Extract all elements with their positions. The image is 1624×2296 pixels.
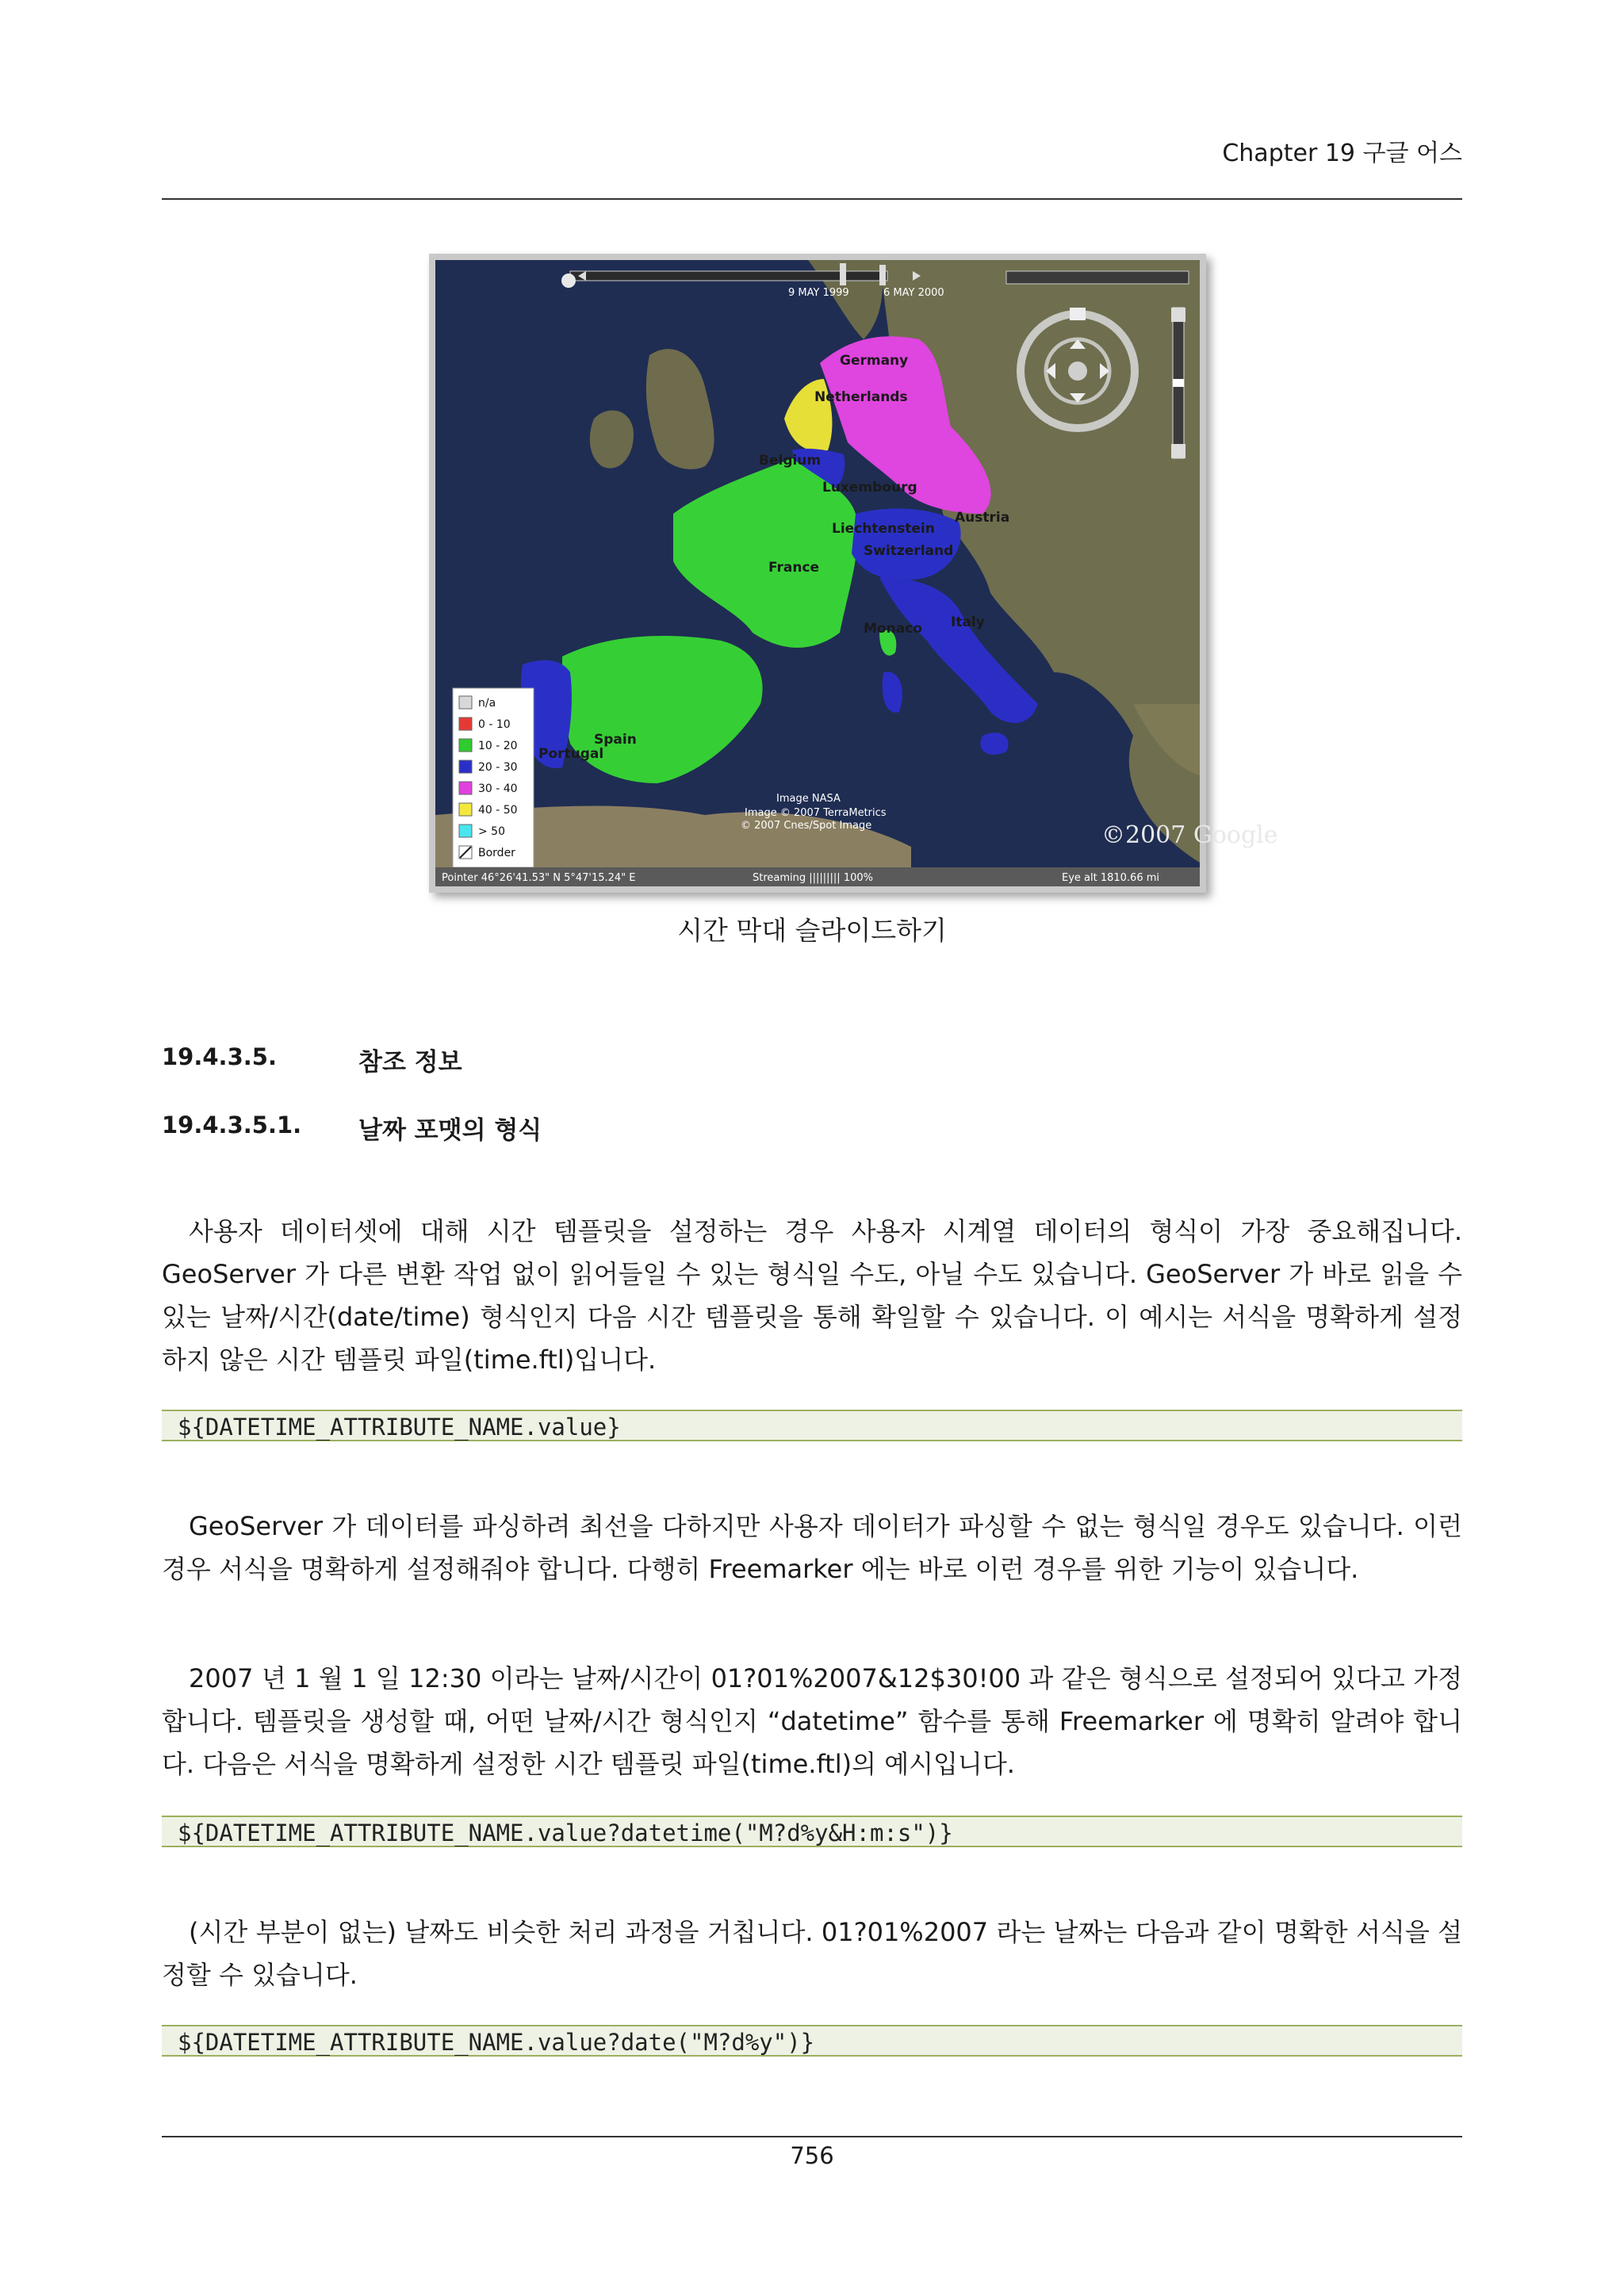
legend-label: > 50: [478, 825, 505, 838]
paragraph-1: [162, 1210, 1462, 1381]
label-portugal: Portugal: [538, 746, 604, 762]
legend-label: 0 - 10: [478, 718, 511, 731]
label-germany: Germany: [840, 353, 909, 369]
label-liechtenstein: Liechtenstein: [832, 521, 935, 537]
label-monaco: Monaco: [864, 621, 922, 637]
legend-label: 10 - 20: [478, 740, 518, 752]
paragraph-3-text: 2007 년 1 월 1 일 12:30 이라는 날짜/시간이 01?01%2007&12$30!00 과 같은 형식으로 설정되어 있다고 가정합니다. 템플릿을 생성할 때, 어떤 날짜/시간 형식인지 “datetime” 함수를 통해 Freemarker 에 명확히 알려야 합니다. 다음은 서식을 명확하게 설정한 시간 템플릿 파일(time.ftl)의 예시입니다.: [162, 1663, 1462, 1779]
paragraph-2-text: GeoServer 가 데이터를 파싱하려 최선을 다하지만 사용자 데이터가 파싱할 수 없는 형식일 경우도 있습니다. 이런 경우 서식을 명확하게 설정해줘야 합니다. 다행히 Freemarker 에는 바로 이런 경우를 위한 기능이 있습니다.: [162, 1511, 1462, 1584]
paragraph-4: [162, 1911, 1462, 1996]
paragraph-1-text: 사용자 데이터셋에 대해 시간 템플릿을 설정하는 경우 사용자 시계열 데이터의 형식이 가장 중요해집니다. GeoServer 가 다른 변환 작업 없이 읽어들일 수 있는 형식일 수도, 아닐 수도 있습니다. GeoServer 가 바로 읽을 수 있는 날짜/시간(date/time) 형식인지 다음 시간 템플릿을 통해 확일할 수 있습니다. 이 예시는 서식을 명확하게 설정하지 않은 시간 템플릿 파일(time.ftl)입니다.: [162, 1216, 1462, 1375]
google-logo: ©2007 Google: [1101, 821, 1278, 849]
label-austria: Austria: [955, 510, 1010, 526]
section-number-1: 19.4.3.5.: [162, 1043, 277, 1070]
legend-swatch: [459, 803, 472, 816]
google-earth-figure: [429, 254, 1278, 893]
legend-swatch: [459, 718, 472, 730]
legend-label: 30 - 40: [478, 783, 518, 795]
section-title-2: 날짜 포맷의 형식: [358, 1116, 542, 1145]
code-block-2: ${DATETIME_ATTRIBUTE_NAME.value?datetime("M?d%y&H:m:s")}: [162, 1816, 1462, 1847]
legend-swatch: [459, 760, 472, 773]
timebar-end: 6 MAY 2000: [883, 287, 944, 299]
label-belgium: Belgium: [759, 453, 822, 469]
header-rule: [162, 198, 1462, 200]
status-streaming: Streaming ||||||||| 100%: [753, 872, 873, 884]
legend-swatch: [459, 825, 472, 837]
label-netherlands: Netherlands: [814, 389, 908, 405]
legend-label: n/a: [478, 697, 496, 710]
label-switzerland: Switzerland: [864, 543, 954, 559]
credit-2: Image © 2007 TerraMetrics: [745, 807, 887, 819]
timebar-start: 9 MAY 1999: [788, 287, 849, 299]
page-number: 756: [790, 2142, 834, 2169]
code-block-1: ${DATETIME_ATTRIBUTE_NAME.value}: [162, 1410, 1462, 1441]
status-pointer: Pointer 46°26'41.53" N 5°47'15.24" E: [442, 872, 636, 884]
figure-caption: 시간 막대 슬라이드하기: [677, 915, 947, 946]
map-legend: [453, 688, 534, 867]
credit-3: © 2007 Cnes/Spot Image: [741, 820, 872, 832]
chapter-header: Chapter 19 구글 어스: [1222, 140, 1462, 167]
status-eye-alt: Eye alt 1810.66 mi: [1062, 872, 1160, 884]
legend-swatch: [459, 696, 472, 709]
paragraph-3: [162, 1657, 1462, 1785]
label-luxembourg: Luxembourg: [822, 480, 917, 496]
legend-label: Border: [478, 847, 515, 859]
legend-label: 20 - 30: [478, 761, 518, 774]
label-italy: Italy: [951, 614, 985, 630]
paragraph-4-text: (시간 부분이 없는) 날짜도 비슷한 처리 과정을 거칩니다. 01?01%2007 라는 날짜는 다음과 같이 명확한 서식을 설정할 수 있습니다.: [162, 1917, 1462, 1990]
section-title-1: 참조 정보: [358, 1048, 462, 1077]
zoom-slider[interactable]: [1171, 308, 1185, 458]
paragraph-2: [162, 1505, 1462, 1590]
credit-1: Image NASA: [776, 793, 841, 805]
footer-rule: [162, 2136, 1462, 2137]
label-france: France: [768, 560, 820, 576]
map-image: [435, 260, 1278, 886]
section-number-2: 19.4.3.5.1.: [162, 1112, 302, 1138]
code-block-3: ${DATETIME_ATTRIBUTE_NAME.value?date("M?d%y")}: [162, 2025, 1462, 2057]
legend-swatch: [459, 739, 472, 752]
label-spain: Spain: [594, 732, 637, 748]
legend-swatch: [459, 782, 472, 794]
legend-label: 40 - 50: [478, 804, 518, 817]
